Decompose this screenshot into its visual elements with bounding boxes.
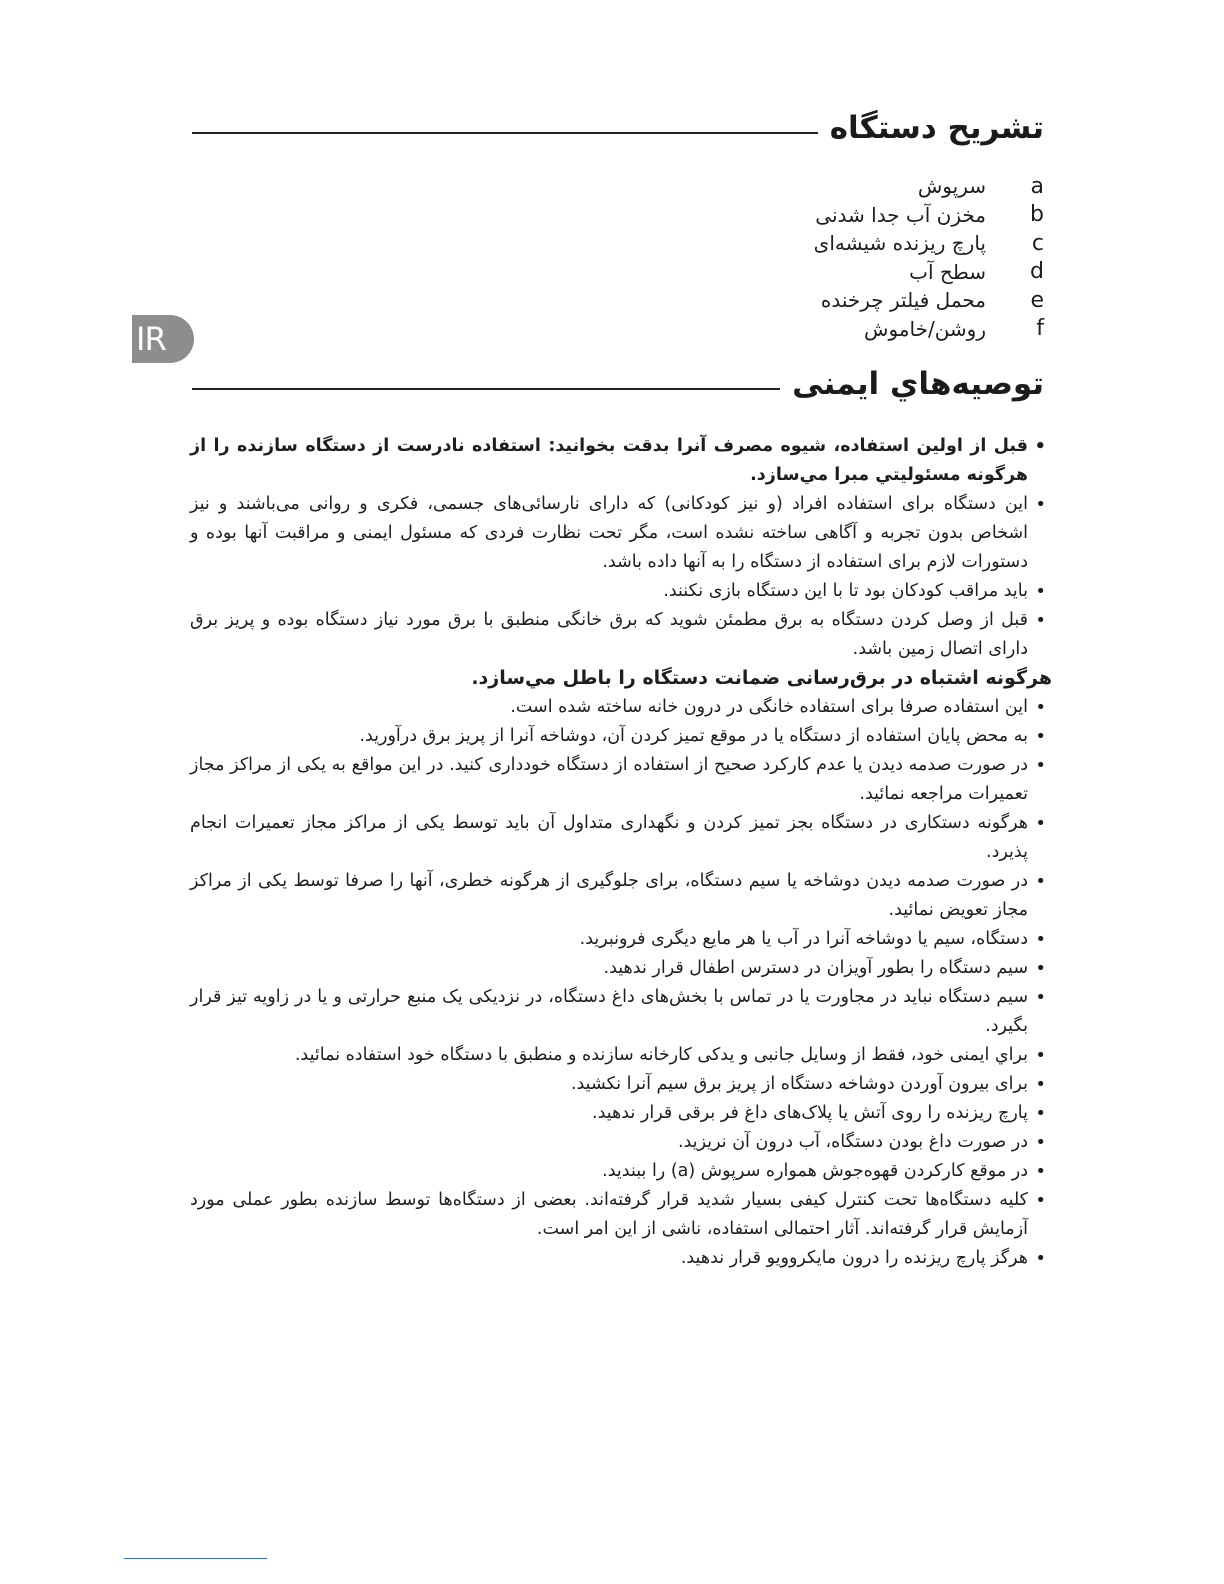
part-name: محمل فیلتر چرخنده xyxy=(820,288,986,313)
safety-item: • در صورت داغ بودن دستگاه، آب درون آن نریزید. xyxy=(190,1128,1046,1157)
part-item xyxy=(756,258,1044,287)
safety-warning: هرگونه اشتباه در برق‌رسانی ضمانت دستگاه را باطل مي‌سازد. xyxy=(471,667,1052,689)
footer-divider xyxy=(124,1558,267,1559)
part-name: سرپوش xyxy=(917,174,986,199)
safety-heading: توصیه‌هاي ایمنی xyxy=(792,366,1044,402)
safety-heading-row xyxy=(192,366,1044,402)
part-item xyxy=(756,172,1044,201)
safety-item: • پارچ ریزنده را روی آتش یا پلاک‌های داغ فر برقی قرار ندهید. xyxy=(190,1099,1046,1128)
safety-item: • سیم دستگاه را بطور آویزان در دسترس اطفال قرار ندهید. xyxy=(190,954,1046,983)
safety-item: • کلیه دستگاه‌ها تحت کنترل کیفی بسیار شدید قرار گرفته‌اند. بعضی از دستگاه‌ها توسط سازنده بطور عملی مورد آزمایش قرار گرفته‌اند. آثار احتمالی استفاده، ناشی از این امر است. xyxy=(190,1186,1046,1244)
part-letter: c xyxy=(1031,230,1044,256)
safety-list xyxy=(190,432,1052,1273)
part-item xyxy=(756,286,1044,315)
safety-item: • سیم دستگاه نباید در مجاورت یا در تماس با بخش‌های داغ دستگاه، در نزدیکی یک منبع حرارتی و یا در زاویه تیز قرار بگیرد. xyxy=(190,983,1046,1041)
heading-divider xyxy=(192,388,780,390)
language-badge: IR xyxy=(132,315,194,363)
part-item xyxy=(756,315,1044,344)
part-name: روشن/خاموش xyxy=(864,316,986,341)
safety-item: • هرگز پارچ ریزنده را درون مایکروویو قرار ندهید. xyxy=(190,1244,1046,1273)
safety-item: • قبل از وصل کردن دستگاه به برق مطمئن شوید که برق خانگی منطبق با برق مورد نیاز دستگاه بوده و پریز برق دارای اتصال زمین باشد. xyxy=(190,606,1046,664)
safety-item: • باید مراقب کودکان بود تا با این دستگاه بازی نکنند. xyxy=(190,577,1046,606)
part-letter: b xyxy=(1030,202,1044,228)
heading-divider xyxy=(192,132,818,134)
safety-item: • در موقع کارکردن قهوه‌جوش همواره سرپوش (a) را ببندید. xyxy=(190,1157,1046,1186)
part-name: سطح آب xyxy=(909,259,986,284)
safety-item: • قبل از اولین استفاده، شیوه مصرف آنرا بدقت بخوانید: استفاده نادرست از دستگاه سازنده را از هرگونه مسئولیتي مبرا مي‌سازد. xyxy=(190,432,1046,490)
part-name: مخزن آب جدا شدنی xyxy=(815,202,986,227)
part-name: پارچ ریزنده شیشه‌ای xyxy=(813,231,986,256)
safety-item: • این دستگاه برای استفاده افراد (و نیز کودکانی) که دارای نارسائی‌های جسمی، فکری و روانی می‌باشند و نیز اشخاص بدون تجربه و آگاهی ساخته نشده است، مگر تحت نظارت فردی که مسئول ایمنی و مراقبت آنها بوده و دستورات لازم برای استفاده از دستگاه را به آنها داده باشد. xyxy=(190,490,1046,577)
safety-item: • براي ایمنی خود، فقط از وسایل جانبی و یدکی کارخانه سازنده و منطبق با دستگاه خود استفاده نمائید. xyxy=(190,1041,1046,1070)
safety-item: • هرگونه دستکاری در دستگاه بجز تمیز کردن و نگهداری متداول آن باید توسط یکی از مراکز مجاز تعمیرات انجام پذیرد. xyxy=(190,809,1046,867)
safety-item: • در صورت صدمه دیدن یا عدم کارکرد صحیح از استفاده از دستگاه خودداری کنید. در این مواقع به یکی از مراکز مجاز تعمیرات مراجعه نمائید. xyxy=(190,751,1046,809)
description-heading-row xyxy=(192,110,1044,146)
safety-item: • این استفاده صرفا برای استفاده خانگی در درون خانه ساخته شده است. xyxy=(190,693,1046,722)
description-heading: تشریح دستگاه xyxy=(829,110,1044,146)
safety-item: • به محض پایان استفاده از دستگاه یا در موقع تمیز کردن آن، دوشاخه آنرا از پریز برق درآورید. xyxy=(190,722,1046,751)
part-item xyxy=(756,229,1044,258)
parts-list xyxy=(756,172,1044,343)
part-item xyxy=(756,201,1044,230)
safety-item: • برای بیرون آوردن دوشاخه دستگاه از پریز برق سیم آنرا نکشید. xyxy=(190,1070,1046,1099)
safety-item: • در صورت صدمه دیدن دوشاخه یا سیم دستگاه، برای جلوگیری از هرگونه خطری، آنها را صرفا توسط یکی از مراکز مجاز تعویض نمائید. xyxy=(190,867,1046,925)
part-letter: a xyxy=(1030,173,1044,199)
part-letter: e xyxy=(1030,287,1044,313)
part-letter: d xyxy=(1030,259,1044,285)
part-letter: f xyxy=(1036,316,1044,342)
safety-item: • دستگاه، سیم یا دوشاخه آنرا در آب یا هر مایع دیگری فرونبرید. xyxy=(190,925,1046,954)
